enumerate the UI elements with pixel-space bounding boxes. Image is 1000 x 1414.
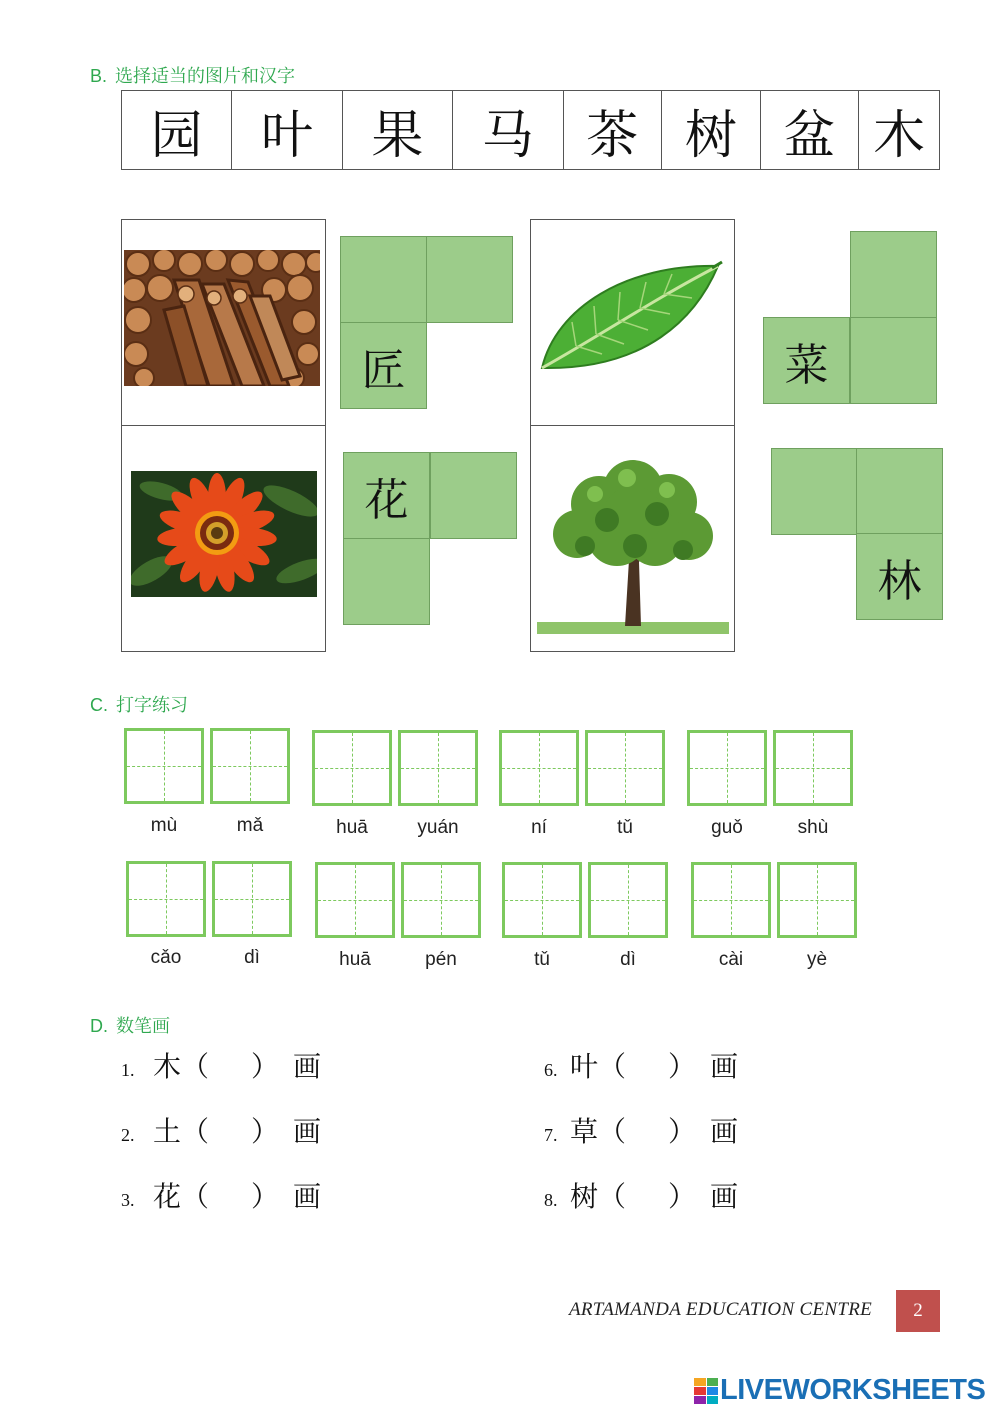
pinyin-label: cài bbox=[718, 949, 744, 970]
stroke-count-item: 3. 花 （ ） 画 bbox=[121, 1180, 322, 1213]
liveworksheets-logo: LIVEWORKSHEETS bbox=[694, 1374, 985, 1407]
writing-box[interactable] bbox=[691, 862, 771, 938]
grid-square[interactable] bbox=[340, 236, 427, 323]
wood-picture-card[interactable] bbox=[121, 219, 326, 426]
writing-box[interactable] bbox=[588, 862, 668, 938]
pinyin-label: dì bbox=[244, 947, 260, 968]
section-b-title: B. 选择适当的图片和汉字 bbox=[90, 66, 296, 87]
stroke-count-item: 1. 木 （ ） 画 bbox=[121, 1050, 322, 1083]
grid-square-clue: 花 bbox=[343, 452, 430, 539]
writing-box[interactable] bbox=[315, 862, 395, 938]
tree-picture-card[interactable] bbox=[530, 425, 735, 652]
tree-icon bbox=[537, 450, 729, 640]
pinyin-label: mǎ bbox=[236, 815, 264, 836]
stroke-count-item: 7. 草 （ ） 画 bbox=[544, 1115, 739, 1148]
writing-box[interactable] bbox=[499, 730, 579, 806]
pinyin-label: pén bbox=[425, 949, 457, 970]
grid-square[interactable] bbox=[426, 236, 513, 323]
grid-square-clue: 林 bbox=[856, 533, 943, 620]
flower-icon bbox=[131, 471, 317, 597]
pinyin-label: guǒ bbox=[711, 817, 743, 838]
pinyin-label: tǔ bbox=[534, 949, 550, 970]
stroke-count-item: 2. 土 （ ） 画 bbox=[121, 1115, 322, 1148]
writing-box[interactable] bbox=[773, 730, 853, 806]
stroke-count-item: 8. 树 （ ） 画 bbox=[544, 1180, 739, 1213]
bank-char[interactable]: 树 bbox=[662, 91, 761, 169]
writing-box[interactable] bbox=[585, 730, 665, 806]
bank-char[interactable]: 叶 bbox=[232, 91, 342, 169]
stroke-count-item: 6. 叶 （ ） 画 bbox=[544, 1050, 739, 1083]
bank-char[interactable]: 果 bbox=[343, 91, 453, 169]
pinyin-label: yè bbox=[806, 949, 828, 970]
pinyin-label: mù bbox=[150, 815, 178, 836]
pinyin-label: cǎo bbox=[150, 947, 182, 968]
grid-square[interactable] bbox=[856, 448, 943, 535]
liveworksheets-mark-icon bbox=[694, 1378, 718, 1404]
wood-logs-icon bbox=[124, 250, 320, 386]
pinyin-label: tǔ bbox=[617, 817, 633, 838]
writing-box[interactable] bbox=[124, 728, 204, 804]
footer-centre-name: ARTAMANDA EDUCATION CENTRE bbox=[569, 1299, 873, 1320]
grid-square[interactable] bbox=[771, 448, 858, 535]
pinyin-label: dì bbox=[620, 949, 636, 970]
pinyin-label: huā bbox=[339, 949, 371, 970]
character-bank bbox=[121, 90, 940, 170]
grid-square[interactable] bbox=[850, 317, 937, 404]
grid-square-clue: 菜 bbox=[763, 317, 850, 404]
page-number-badge: 2 bbox=[896, 1290, 940, 1332]
grid-square[interactable] bbox=[343, 538, 430, 625]
section-d-title: D. 数笔画 bbox=[90, 1016, 170, 1037]
writing-box[interactable] bbox=[777, 862, 857, 938]
pinyin-label: huā bbox=[336, 817, 368, 838]
flower-picture-card[interactable] bbox=[121, 425, 326, 652]
writing-box[interactable] bbox=[687, 730, 767, 806]
writing-box[interactable] bbox=[312, 730, 392, 806]
bank-char[interactable]: 园 bbox=[122, 91, 232, 169]
grid-square[interactable] bbox=[850, 231, 937, 318]
writing-box[interactable] bbox=[210, 728, 290, 804]
pinyin-label: ní bbox=[531, 817, 547, 838]
pinyin-label: shù bbox=[797, 817, 829, 838]
leaf-picture-card[interactable] bbox=[530, 219, 735, 426]
bank-char[interactable]: 马 bbox=[453, 91, 563, 169]
leaf-icon bbox=[536, 258, 726, 378]
writing-box[interactable] bbox=[502, 862, 582, 938]
writing-box[interactable] bbox=[212, 861, 292, 937]
writing-box[interactable] bbox=[398, 730, 478, 806]
grid-square-clue: 匠 bbox=[340, 322, 427, 409]
writing-box[interactable] bbox=[126, 861, 206, 937]
grid-square[interactable] bbox=[430, 452, 517, 539]
bank-char[interactable]: 茶 bbox=[564, 91, 663, 169]
bank-char[interactable]: 木 bbox=[873, 105, 926, 166]
section-c-title: C. 打字练习 bbox=[90, 695, 188, 716]
pinyin-label: yuán bbox=[417, 817, 459, 838]
writing-box[interactable] bbox=[401, 862, 481, 938]
bank-char[interactable]: 盆 bbox=[761, 91, 860, 169]
